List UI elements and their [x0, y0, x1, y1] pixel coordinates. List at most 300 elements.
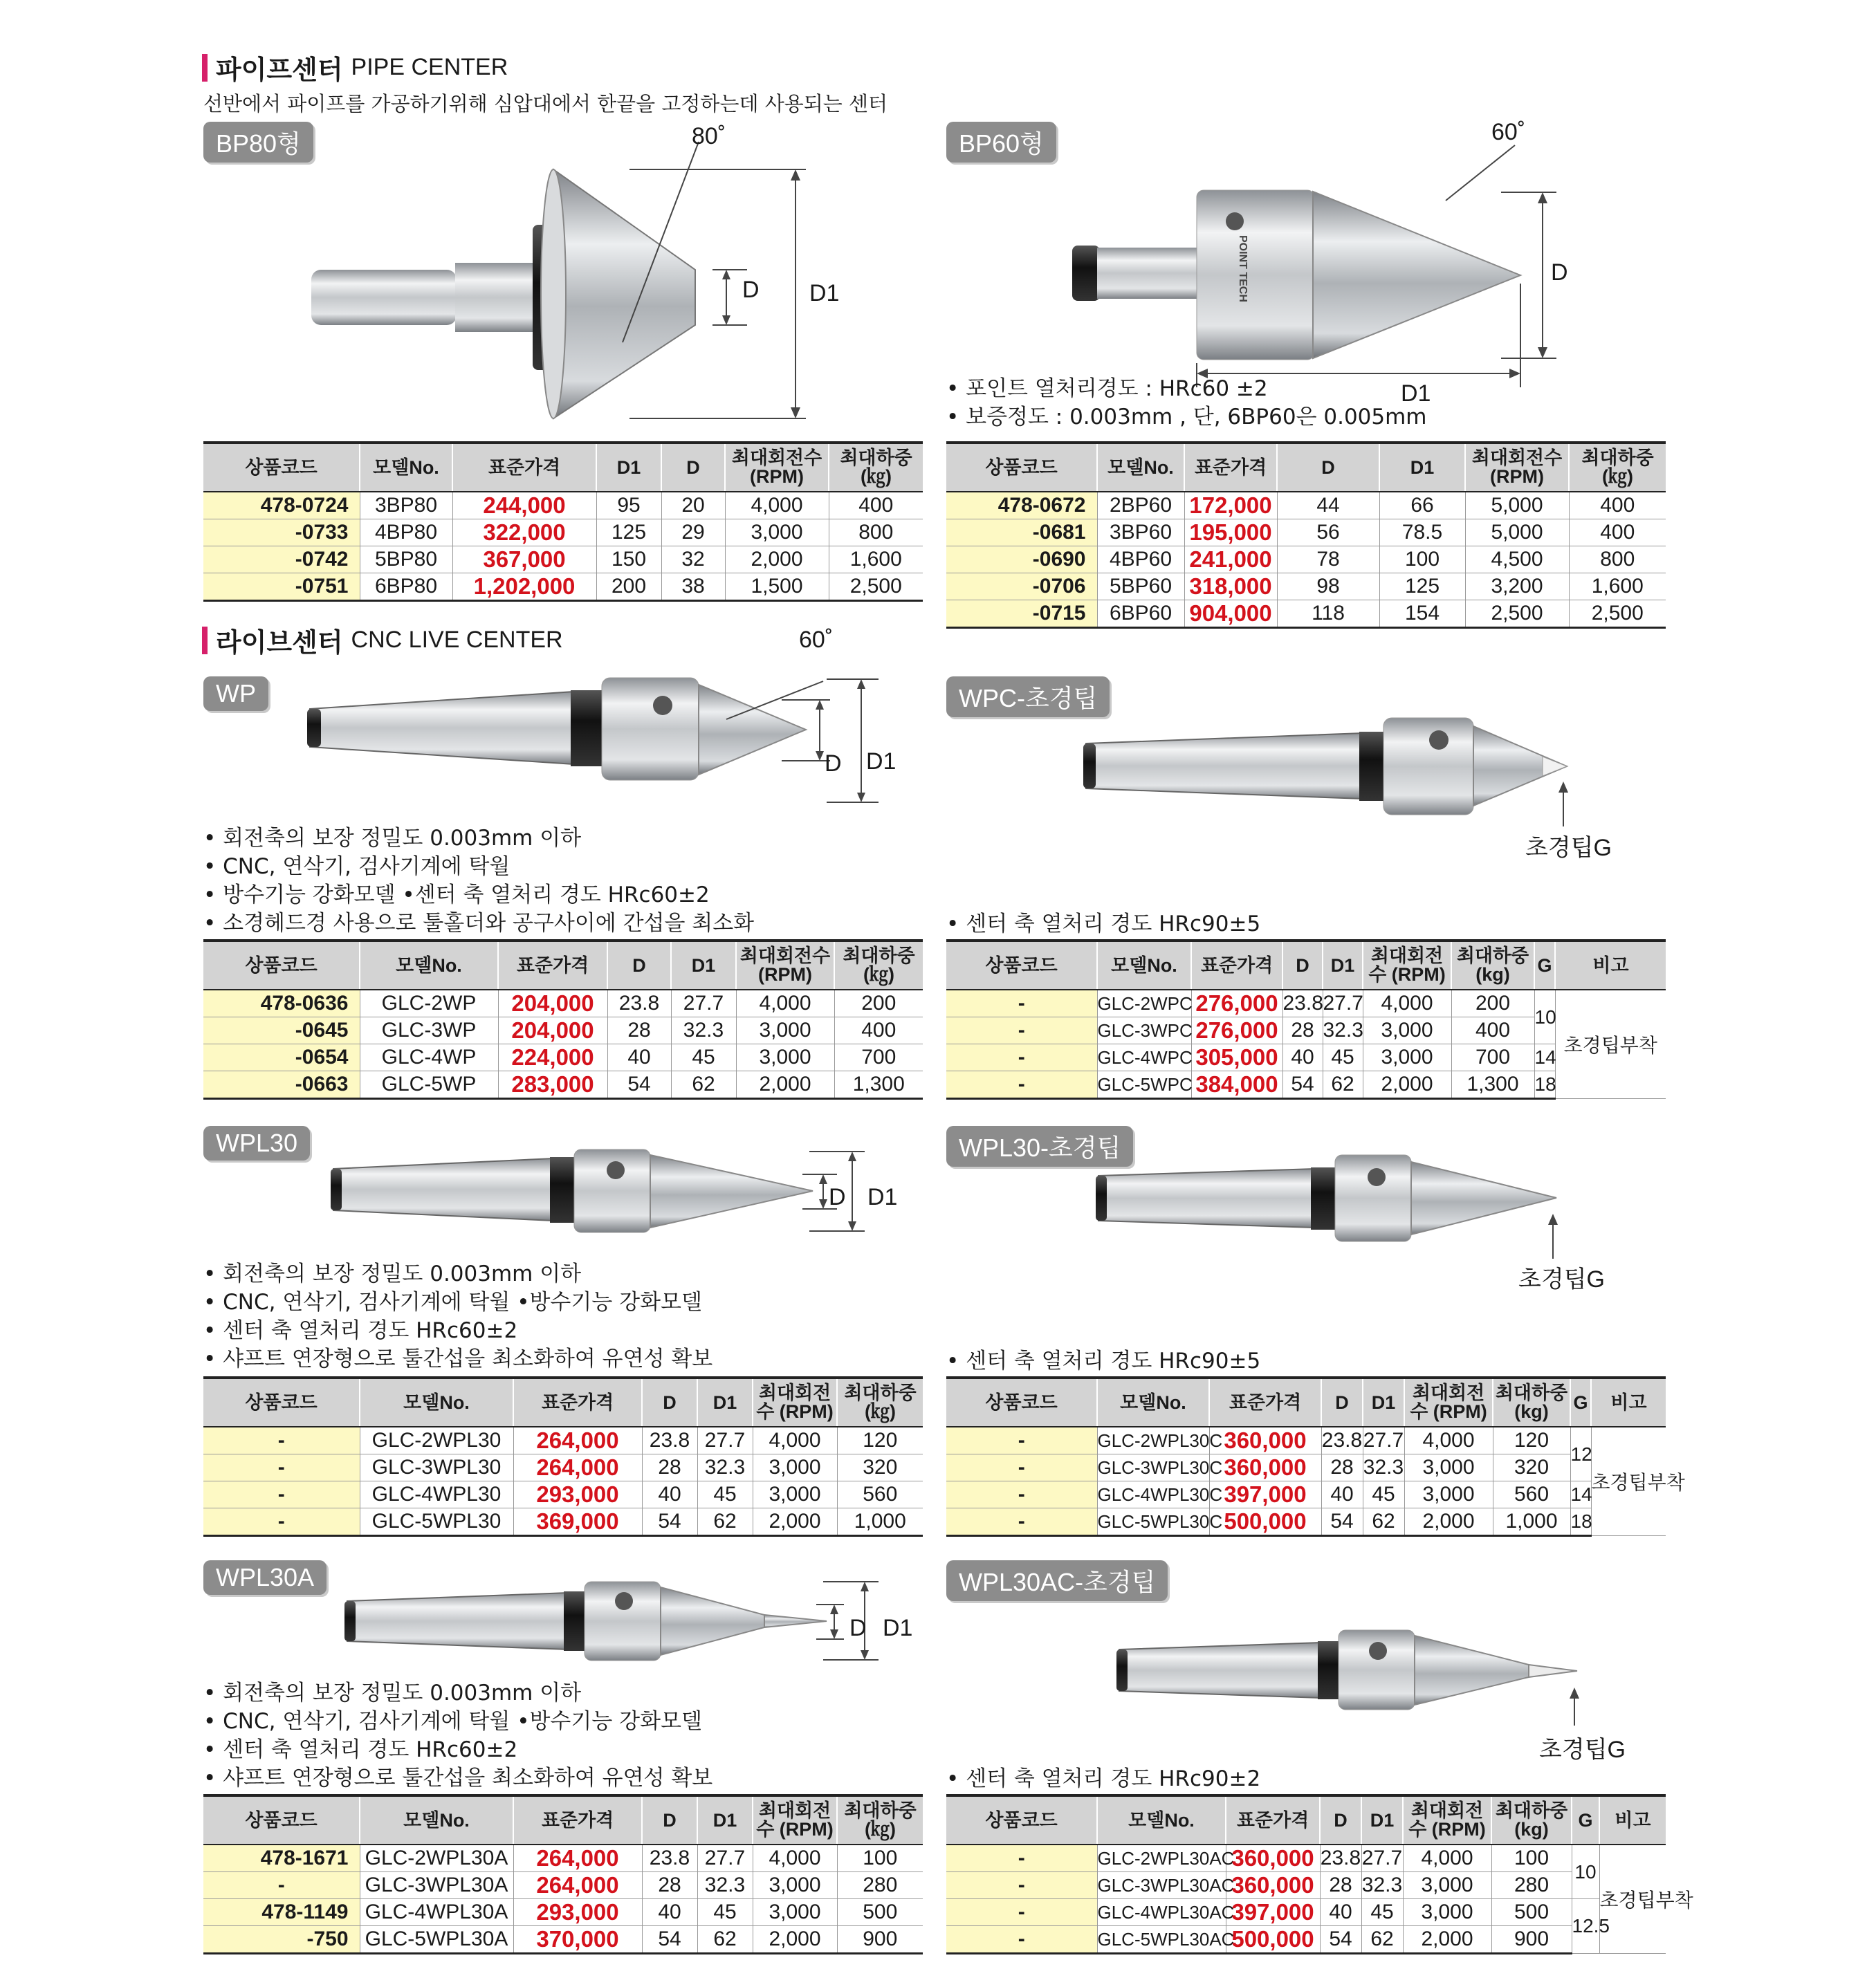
spec-cell: 40 [642, 1899, 697, 1926]
spec-cell: 4,000 [1403, 1845, 1491, 1872]
header-cell: D1 [1363, 1378, 1404, 1427]
product-code-cell: -0690 [946, 546, 1097, 573]
table-row [203, 1845, 923, 1872]
wpl30ac-product-image [1107, 1622, 1605, 1739]
price-cell: 172,000 [1184, 492, 1277, 519]
spec-cell: 27.7 [697, 1427, 753, 1454]
bp60-note: • 보증정도 : 0.003mm , 단, 6BP60은 0.005mm [946, 403, 1427, 432]
product-code-cell: - [946, 1872, 1097, 1899]
spec-cell: 28 [1320, 1872, 1361, 1899]
wpl30-badge: WPL30 [203, 1126, 310, 1161]
header-cell: D [607, 941, 671, 990]
table-row [203, 492, 923, 519]
spec-cell: 45 [697, 1481, 753, 1508]
table-row [946, 519, 1666, 546]
model-cell: GLC-2WPL30AC [1097, 1845, 1226, 1872]
live-title-en: CNC LIVE CENTER [351, 627, 563, 653]
spec-cell: 2,500 [1465, 600, 1569, 628]
product-code-cell: - [203, 1508, 360, 1536]
spec-cell: 3,000 [1403, 1899, 1491, 1926]
table-row [203, 573, 923, 601]
table-row [203, 1508, 923, 1536]
table-header-row [203, 1378, 923, 1427]
header-cell: D [642, 1795, 697, 1845]
table-header-row [203, 1795, 923, 1845]
product-code-cell: - [946, 1017, 1097, 1044]
header-cell: 최대하중 (㎏) [829, 443, 923, 492]
price-cell: 293,000 [513, 1899, 642, 1926]
spec-cell: 32.3 [1361, 1872, 1403, 1899]
price-cell: 904,000 [1184, 600, 1277, 628]
spec-cell: 1,600 [1569, 573, 1666, 600]
spec-cell: 1,300 [834, 1071, 923, 1099]
model-cell: 4BP60 [1097, 546, 1184, 573]
model-cell: GLC-4WPL30AC [1097, 1899, 1226, 1926]
spec-cell: 23.8 [642, 1845, 697, 1872]
product-code-cell: -0751 [203, 573, 360, 601]
bp60-spec-table [946, 441, 1666, 629]
price-cell: 369,000 [513, 1508, 642, 1536]
spec-cell: 5,000 [1465, 519, 1569, 546]
header-cell: 상품코드 [203, 1378, 360, 1427]
price-cell: 384,000 [1191, 1071, 1282, 1099]
spec-cell: 2,000 [1404, 1508, 1493, 1536]
spec-cell: 900 [837, 1926, 923, 1954]
product-code-cell: - [203, 1427, 360, 1454]
wpl30-d1-label: D1 [867, 1184, 898, 1210]
spec-cell: 1,600 [829, 546, 923, 573]
spec-cell: 320 [837, 1454, 923, 1481]
spec-cell: 95 [596, 492, 661, 519]
spec-cell: 4,000 [753, 1845, 837, 1872]
price-cell: 264,000 [513, 1454, 642, 1481]
header-cell: 표준가격 [452, 443, 596, 492]
model-cell: GLC-4WPC [1097, 1044, 1191, 1071]
bp80-shank [311, 270, 457, 325]
spec-cell: 3,000 [753, 1899, 837, 1926]
table-header-row [203, 443, 923, 492]
spec-cell: 3,000 [753, 1481, 837, 1508]
spec-cell: 3,000 [753, 1872, 837, 1899]
table-row [946, 1481, 1666, 1508]
spec-cell: 4,000 [753, 1427, 837, 1454]
header-cell: 최대회전수 (RPM) [725, 443, 829, 492]
spec-cell: 45 [1363, 1481, 1404, 1508]
header-cell: G [1572, 1795, 1599, 1845]
header-cell: D1 [596, 443, 661, 492]
model-cell: GLC-5WPC [1097, 1071, 1191, 1099]
spec-cell: 40 [642, 1481, 697, 1508]
title-accent-bar [202, 627, 208, 654]
spec-cell: 120 [837, 1427, 923, 1454]
header-cell: 최대회전수 (RPM) [1404, 1378, 1493, 1427]
price-cell: 276,000 [1191, 990, 1282, 1017]
price-cell: 195,000 [1184, 519, 1277, 546]
header-cell: 최대회전수 (RPM) [1403, 1795, 1491, 1845]
bp80-d1-label: D1 [809, 280, 840, 306]
wpl30ac-note: • 센터 축 열처리 경도 HRc90±2 [946, 1765, 1260, 1793]
table-row [946, 600, 1666, 628]
model-cell: GLC-3WPL30A [360, 1872, 513, 1899]
bp60-badge: BP60형 [946, 122, 1056, 163]
spec-cell: 2,000 [753, 1926, 837, 1954]
spec-cell: 4,000 [1404, 1427, 1493, 1454]
model-cell: GLC-2WPC [1097, 990, 1191, 1017]
table-row [946, 1926, 1666, 1954]
bp80-d-label: D [742, 277, 760, 303]
g-cell: 12.5 [1572, 1899, 1599, 1954]
live-title-ko: 라이브센터 [216, 627, 343, 658]
spec-cell: 27.7 [671, 990, 736, 1017]
g-cell: 18 [1534, 1071, 1555, 1099]
model-cell: GLC-4WPL30 [360, 1481, 513, 1508]
spec-cell: 78.5 [1379, 519, 1465, 546]
wpl30c-badge: WPL30-초경팁 [946, 1126, 1133, 1167]
bp60-cone [1313, 192, 1520, 358]
header-cell: 모델No. [1097, 443, 1184, 492]
spec-cell: 400 [1569, 519, 1666, 546]
g-cell: 18 [1570, 1508, 1591, 1536]
spec-cell: 78 [1277, 546, 1379, 573]
spec-cell: 20 [661, 492, 725, 519]
model-cell: GLC-2WPL30C [1097, 1427, 1209, 1454]
header-cell: 모델No. [360, 1795, 513, 1845]
header-cell: 상품코드 [946, 1378, 1097, 1427]
wpl30a-notes [203, 1679, 712, 1793]
model-cell: 6BP80 [360, 573, 452, 601]
spec-cell: 28 [642, 1454, 697, 1481]
spec-cell: 62 [1323, 1071, 1363, 1099]
price-cell: 322,000 [452, 519, 596, 546]
spec-cell: 32.3 [671, 1017, 736, 1044]
header-cell: 최대회전수 (RPM) [736, 941, 834, 990]
spec-cell: 27.7 [1361, 1845, 1403, 1872]
table-row [946, 1899, 1666, 1926]
wpl30a-note: • 센터 축 열처리 경도 HRc60±2 [203, 1736, 712, 1764]
spec-cell: 3,000 [736, 1017, 834, 1044]
spec-cell: 700 [834, 1044, 923, 1071]
table-row [946, 1454, 1666, 1481]
spec-cell: 2,000 [725, 546, 829, 573]
wpl30c-spec-table [946, 1376, 1685, 1537]
header-cell: 모델No. [360, 941, 498, 990]
model-cell: 6BP60 [1097, 600, 1184, 628]
wpc-product-image [1065, 705, 1591, 844]
product-code-cell: - [946, 1044, 1097, 1071]
spec-cell: 400 [1569, 492, 1666, 519]
model-cell: GLC-4WPL30A [360, 1899, 513, 1926]
product-code-cell: - [946, 1454, 1097, 1481]
header-cell: 표준가격 [1209, 1378, 1321, 1427]
spec-cell: 28 [607, 1017, 671, 1044]
table-header-row [946, 1795, 1666, 1845]
title-accent-bar [202, 54, 208, 82]
spec-cell: 560 [1493, 1481, 1570, 1508]
header-cell: 최대하중 (kg) [1451, 941, 1534, 990]
header-cell: 최대하중 (㎏) [837, 1378, 923, 1427]
remark-cell: 초경팁부착 [1591, 1427, 1666, 1536]
header-cell: 최대하중 (㎏) [837, 1795, 923, 1845]
wp-note: • 소경헤드경 사용으로 툴홀더와 공구사이에 간섭을 최소화 [203, 909, 754, 938]
price-cell: 224,000 [498, 1044, 607, 1071]
spec-cell: 118 [1277, 600, 1379, 628]
bp60-product-image [1058, 124, 1598, 387]
spec-cell: 700 [1451, 1044, 1534, 1071]
table-row [203, 1872, 923, 1899]
spec-cell: 32.3 [697, 1454, 753, 1481]
bp80-angle-label: 80˚ [692, 123, 726, 149]
model-cell: GLC-4WP [360, 1044, 498, 1071]
wpc-spec-table [946, 939, 1666, 1100]
model-cell: GLC-2WPL30 [360, 1427, 513, 1454]
price-cell: 367,000 [452, 546, 596, 573]
price-cell: 293,000 [513, 1481, 642, 1508]
header-cell: 최대하중 (kg) [1493, 1378, 1570, 1427]
wpl30a-note: • 샤프트 연장형으로 툴간섭을 최소화하여 유연성 확보 [203, 1764, 712, 1793]
spec-cell: 3,000 [1404, 1454, 1493, 1481]
header-cell: D1 [671, 941, 736, 990]
spec-cell: 100 [1491, 1845, 1572, 1872]
spec-cell: 2,000 [753, 1508, 837, 1536]
header-cell: 상품코드 [946, 1795, 1097, 1845]
spec-cell: 98 [1277, 573, 1379, 600]
wpl30-d-label: D [829, 1184, 846, 1210]
spec-cell: 54 [1282, 1071, 1323, 1099]
price-cell: 204,000 [498, 1017, 607, 1044]
model-cell: GLC-5WP [360, 1071, 498, 1099]
model-cell: GLC-5WPL30A [360, 1926, 513, 1954]
product-code-cell: - [946, 1427, 1097, 1454]
table-header-row [203, 941, 923, 990]
spec-cell: 38 [661, 573, 725, 601]
header-cell: 모델No. [1097, 941, 1191, 990]
wp-note: • 회전축의 보장 정밀도 0.003mm 이하 [203, 824, 754, 853]
spec-cell: 28 [1321, 1454, 1363, 1481]
spec-cell: 2,000 [736, 1071, 834, 1099]
spec-cell: 54 [607, 1071, 671, 1099]
model-cell: GLC-3WPL30 [360, 1454, 513, 1481]
spec-cell: 1,500 [725, 573, 829, 601]
wpc-badge: WPC-초경팁 [946, 676, 1110, 717]
table-row [946, 492, 1666, 519]
wpl30a-note: • CNC, 연삭기, 검사기계에 탁월 •방수기능 강화모델 [203, 1708, 712, 1736]
header-cell: 표준가격 [498, 941, 607, 990]
bp80-badge: BP80형 [203, 122, 313, 163]
spec-cell: 4,500 [1465, 546, 1569, 573]
price-cell: 276,000 [1191, 1017, 1282, 1044]
spec-cell: 200 [596, 573, 661, 601]
remark-cell: 초경팁부착 [1555, 990, 1666, 1099]
table-row [203, 1926, 923, 1954]
product-code-cell: - [946, 1071, 1097, 1099]
price-cell: 264,000 [513, 1872, 642, 1899]
spec-cell: 40 [1321, 1481, 1363, 1508]
header-cell: D1 [1379, 443, 1465, 492]
spec-cell: 200 [834, 990, 923, 1017]
header-cell: 최대회전수 (RPM) [753, 1795, 837, 1845]
spec-cell: 44 [1277, 492, 1379, 519]
bp60-body [1197, 190, 1314, 360]
product-code-cell: -0645 [203, 1017, 360, 1044]
model-cell: 5BP80 [360, 546, 452, 573]
price-cell: 397,000 [1226, 1899, 1320, 1926]
spec-cell: 120 [1493, 1427, 1570, 1454]
header-cell: 표준가격 [513, 1378, 642, 1427]
product-code-cell: - [203, 1454, 360, 1481]
model-cell: GLC-2WP [360, 990, 498, 1017]
spec-cell: 56 [1277, 519, 1379, 546]
product-code-cell: 478-1671 [203, 1845, 360, 1872]
spec-cell: 150 [596, 546, 661, 573]
price-cell: 318,000 [1184, 573, 1277, 600]
header-cell: 표준가격 [1226, 1795, 1320, 1845]
spec-cell: 40 [607, 1044, 671, 1071]
spec-cell: 2,000 [1403, 1926, 1491, 1954]
spec-cell: 62 [697, 1508, 753, 1536]
header-cell: 상품코드 [946, 941, 1097, 990]
header-cell: 최대회전수 (RPM) [753, 1378, 837, 1427]
spec-cell: 560 [837, 1481, 923, 1508]
table-row [203, 1454, 923, 1481]
g-cell: 10 [1572, 1845, 1599, 1899]
wpl30ac-spec-table [946, 1794, 1693, 1954]
spec-cell: 2,500 [1569, 600, 1666, 628]
wp-badge: WP [203, 676, 268, 711]
spec-cell: 800 [829, 519, 923, 546]
model-cell: 3BP80 [360, 492, 452, 519]
header-cell: D [1320, 1795, 1361, 1845]
table-row [946, 546, 1666, 573]
wp-spec-table [203, 939, 923, 1100]
model-cell: GLC-4WPL30C [1097, 1481, 1209, 1508]
wpl30ac-notes [946, 1765, 1260, 1793]
spec-cell: 900 [1491, 1926, 1572, 1954]
product-code-cell: 478-0672 [946, 492, 1097, 519]
wpl30a-badge: WPL30A [203, 1560, 327, 1595]
header-cell: 상품코드 [203, 1795, 360, 1845]
spec-cell: 400 [1451, 1017, 1534, 1044]
price-cell: 360,000 [1226, 1845, 1320, 1872]
model-cell: 4BP80 [360, 519, 452, 546]
spec-cell: 28 [1282, 1017, 1323, 1044]
header-cell: D [661, 443, 725, 492]
header-cell: 표준가격 [1184, 443, 1277, 492]
product-code-cell: -0742 [203, 546, 360, 573]
spec-cell: 2,000 [1363, 1071, 1451, 1099]
table-row [203, 546, 923, 573]
wpl30c-product-image [1086, 1148, 1584, 1273]
spec-cell: 500 [837, 1899, 923, 1926]
product-code-cell: - [946, 1508, 1097, 1536]
header-cell: 표준가격 [513, 1795, 642, 1845]
product-code-cell: 478-0636 [203, 990, 360, 1017]
header-cell: G [1534, 941, 1555, 990]
table-row [203, 1481, 923, 1508]
table-row [946, 990, 1666, 1017]
wp-angle-label: 60˚ [799, 627, 834, 653]
price-cell: 283,000 [498, 1071, 607, 1099]
wpc-notes [946, 910, 1260, 939]
spec-cell: 27.7 [1363, 1427, 1404, 1454]
wpl30ac-badge: WPL30AC-초경팁 [946, 1560, 1168, 1601]
header-cell: 모델No. [360, 1378, 513, 1427]
g-cell: 14 [1534, 1044, 1555, 1071]
spec-cell: 62 [1363, 1508, 1404, 1536]
product-code-cell: -0715 [946, 600, 1097, 628]
spec-cell: 32 [661, 546, 725, 573]
price-cell: 397,000 [1209, 1481, 1321, 1508]
price-cell: 500,000 [1226, 1926, 1320, 1954]
wpl30a-d-label: D [849, 1615, 867, 1641]
spec-cell: 3,200 [1465, 573, 1569, 600]
table-header-row [946, 1378, 1666, 1427]
table-header-row [946, 941, 1666, 990]
spec-cell: 23.8 [1321, 1427, 1363, 1454]
model-cell: GLC-5WPL30 [360, 1508, 513, 1536]
header-cell: 상품코드 [203, 941, 360, 990]
price-cell: 1,202,000 [452, 573, 596, 601]
spec-cell: 62 [671, 1071, 736, 1099]
spec-cell: 62 [697, 1926, 753, 1954]
model-cell: 2BP60 [1097, 492, 1184, 519]
product-code-cell: - [203, 1481, 360, 1508]
table-row [946, 1845, 1666, 1872]
live-center-title [202, 621, 563, 659]
header-cell: 최대회전수 (RPM) [1363, 941, 1451, 990]
header-cell: D [1282, 941, 1323, 990]
price-cell: 360,000 [1209, 1427, 1321, 1454]
wpl30-note: • 센터 축 열처리 경도 HRc60±2 [203, 1317, 712, 1345]
table-row [946, 573, 1666, 600]
spec-cell: 400 [829, 492, 923, 519]
spec-cell: 3,000 [1363, 1044, 1451, 1071]
wpl30-spec-table [203, 1376, 923, 1537]
spec-cell: 154 [1379, 600, 1465, 628]
spec-cell: 3,000 [1404, 1481, 1493, 1508]
wpl30-note: • 회전축의 보장 정밀도 0.003mm 이하 [203, 1260, 712, 1288]
header-cell: D1 [1323, 941, 1363, 990]
spec-cell: 5,000 [1465, 492, 1569, 519]
pipe-title-ko: 파이프센터 [216, 55, 343, 85]
header-cell: 최대하중 (㎏) [1569, 443, 1666, 492]
model-cell: GLC-3WP [360, 1017, 498, 1044]
spec-cell: 1,300 [1451, 1071, 1534, 1099]
spec-cell: 280 [1491, 1872, 1572, 1899]
table-row [203, 1017, 923, 1044]
header-cell: 비고 [1599, 1795, 1666, 1845]
price-cell: 204,000 [498, 990, 607, 1017]
spec-cell: 100 [837, 1845, 923, 1872]
bp60-d1-label: D1 [1401, 380, 1431, 407]
spec-cell: 32.3 [1363, 1454, 1404, 1481]
spec-cell: 280 [837, 1872, 923, 1899]
header-cell: 비고 [1591, 1378, 1666, 1427]
spec-cell: 45 [1361, 1899, 1403, 1926]
spec-cell: 40 [1320, 1899, 1361, 1926]
price-cell: 241,000 [1184, 546, 1277, 573]
header-cell: 상품코드 [203, 443, 360, 492]
spec-cell: 45 [1323, 1044, 1363, 1071]
spec-cell: 23.8 [1320, 1845, 1361, 1872]
bp60-brand-engraving: POINT TECH [1237, 235, 1249, 302]
wpl30c-notes [946, 1347, 1260, 1376]
bp60-angle-label: 60˚ [1491, 119, 1526, 145]
g-cell: 14 [1570, 1481, 1591, 1508]
product-code-cell: -0706 [946, 573, 1097, 600]
wpc-note: • 센터 축 열처리 경도 HRc90±5 [946, 910, 1260, 939]
header-cell: D1 [1361, 1795, 1403, 1845]
model-cell: GLC-3WPL30C [1097, 1454, 1209, 1481]
